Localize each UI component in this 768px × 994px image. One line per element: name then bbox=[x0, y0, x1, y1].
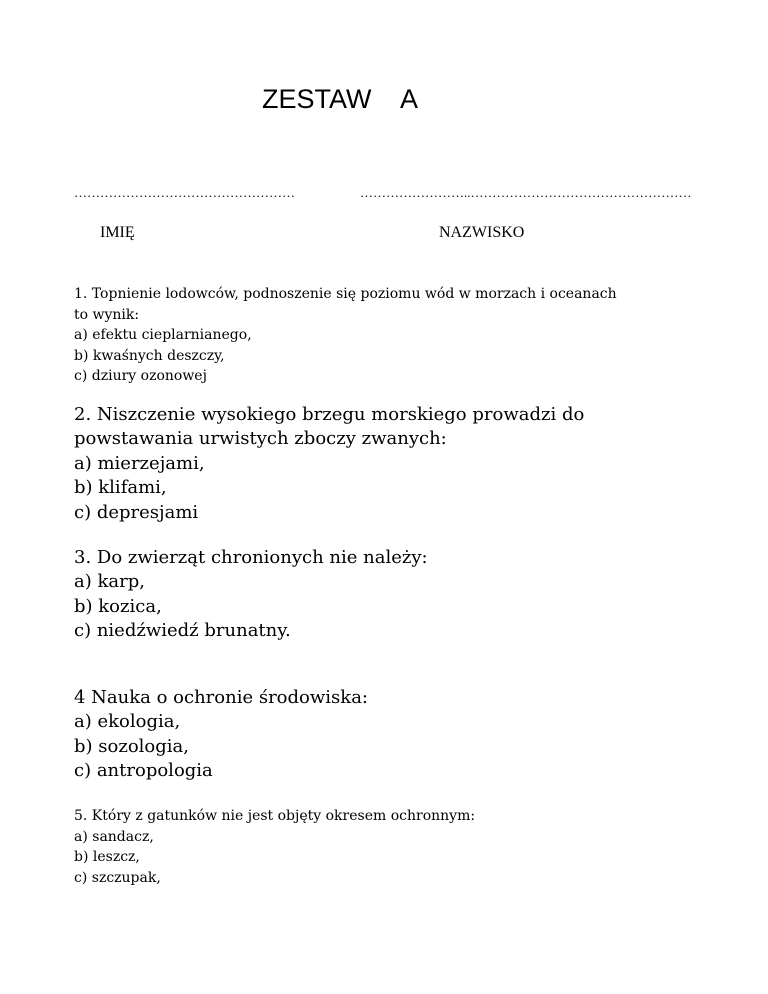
answer-option-c: c) dziury ozonowej bbox=[74, 368, 207, 384]
first-name-label: IMIĘ bbox=[100, 224, 135, 241]
answer-option-a: a) sandacz, bbox=[74, 828, 154, 845]
question-text: 1. Topnienie lodowców, podnoszenie się poziomu wód w morzach i oceanach to wynik: bbox=[74, 286, 617, 323]
answer-option-b: b) kwaśnych deszczy, bbox=[74, 347, 225, 364]
answer-option-b: b) kozica, bbox=[74, 595, 162, 617]
question-text: 3. Do zwierząt chronionych nie należy: bbox=[74, 547, 428, 568]
last-name-label: NAZWISKO bbox=[439, 224, 525, 241]
question-4 bbox=[74, 686, 634, 784]
answer-option-c: c) antropologia bbox=[74, 760, 213, 782]
answer-option-a: a) karp, bbox=[74, 571, 145, 593]
question-2 bbox=[74, 403, 634, 525]
question-1 bbox=[74, 284, 634, 387]
question-text: 2. Niszczenie wysokiego brzegu morskiego prowadzi do powstawania urwistych zboczy zwanych: bbox=[74, 404, 585, 450]
page-title: ZESTAW A bbox=[262, 84, 419, 114]
question-5 bbox=[74, 806, 634, 888]
answer-option-a: a) ekologia, bbox=[74, 711, 181, 733]
question-text: 5. Który z gatunków nie jest objęty okresem ochronnym: bbox=[74, 808, 476, 824]
answer-option-b: b) klifami, bbox=[74, 477, 167, 499]
question-3 bbox=[74, 546, 634, 644]
answer-option-c: c) niedźwiedź brunatny. bbox=[74, 620, 291, 642]
answer-option-b: b) sozologia, bbox=[74, 735, 189, 757]
first-name-line: …………………………………………… bbox=[74, 185, 295, 200]
answer-option-c: c) szczupak, bbox=[74, 869, 161, 886]
last-name-line: ……………………..…………………………………………… bbox=[360, 185, 692, 200]
answer-option-c: c) depresjami bbox=[74, 501, 199, 523]
answer-option-a: a) efektu cieplarnianego, bbox=[74, 327, 252, 343]
question-text: 4 Nauka o ochronie środowiska: bbox=[74, 687, 368, 708]
answer-option-a: a) mierzejami, bbox=[74, 452, 205, 474]
answer-option-b: b) leszcz, bbox=[74, 849, 140, 865]
